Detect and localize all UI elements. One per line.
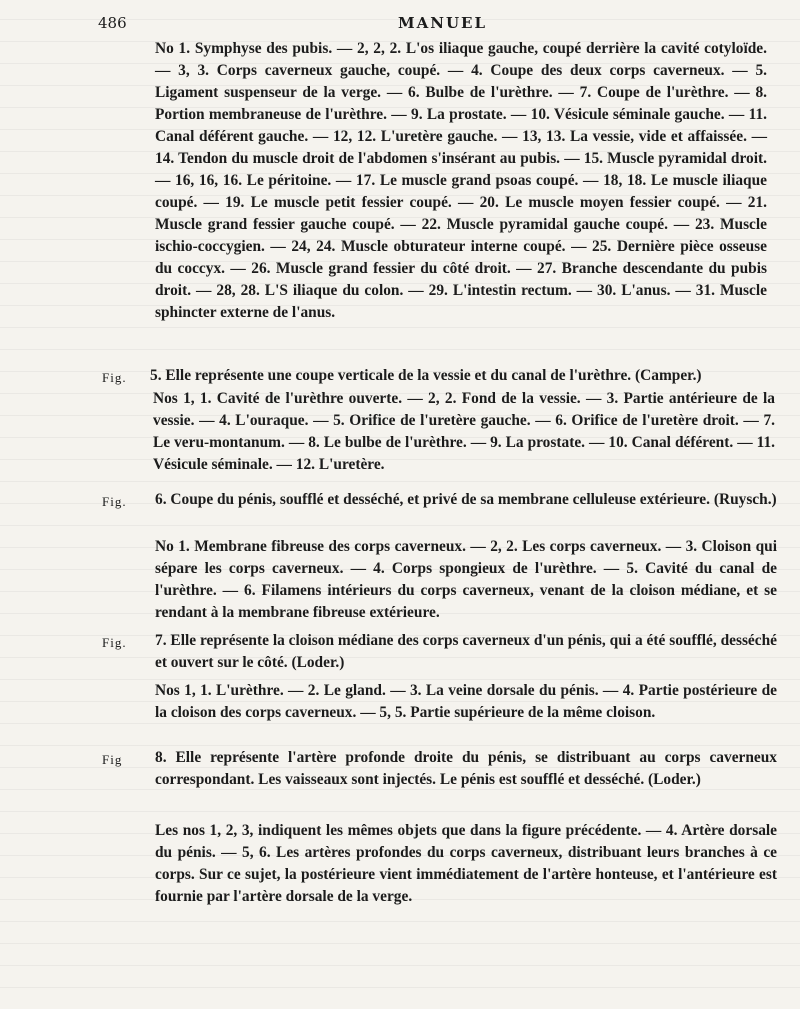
figure-5-caption: 5. Elle représente une coupe verticale de la vessie et du canal de l'urèthre. (Camper.) [150, 367, 702, 384]
figure-7-caption: 7. Elle représente la cloison médiane des corps caverneux d'un pénis, qui a été soufflé, desséché et ouvert sur le côté. (Loder.) [155, 632, 777, 671]
figure-label-8: Fig [102, 752, 123, 767]
page-number: 486 [98, 14, 127, 32]
figure-8-items: Les nos 1, 2, 3, indiquent les mêmes objets que dans la figure précédente. — 4. Artère dorsale du pénis. — 5, 6. Les artères profondes du corps caverneux, distribuant leurs branches à ce corps. Sur ce sujet, la postérieure vient immédiatement de l'artère honteuse, et l'antérieure est fournie par l'artère dorsale de la verge. [155, 822, 777, 905]
figure-5-items: Nos 1, 1. Cavité de l'urèthre ouverte. — 2, 2. Fond de la vessie. — 3. Partie antérieure de la vessie. — 4. L'ouraque. — 5. Orifice de l'uretère gauche. — 6. Orifice de l'uretère droit. — 7. Le veru-montanum. — 8. Le bulbe de l'urèthre. — 9. La prostate. — 10. Canal déférent. — 11. Vésicule séminale. — 12. L'uretère. [153, 390, 775, 473]
figure-label-5: Fig. [102, 370, 127, 385]
figure-label-7: Fig. [102, 635, 127, 650]
figure-7-items: Nos 1, 1. L'urèthre. — 2. Le gland. — 3. La veine dorsale du pénis. — 4. Partie postérieure de la cloison des corps caverneux. — 5, 5. Partie supérieure de la même cloison. [155, 682, 777, 721]
figure-6-items: No 1. Membrane fibreuse des corps caverneux. — 2, 2. Les corps caverneux. — 3. Cloison qui sépare les corps caverneux. — 4. Corps spongieux de l'urèthre. — 5. Cavité du canal de l'urèthre. — 6. Filamens intérieurs du corps caverneux, venant de la cloison médiane, et se rendant à la membrane fibreuse extérieure. [155, 538, 777, 621]
figure-label-6: Fig. [102, 494, 127, 509]
figure-6-caption: 6. Coupe du pénis, soufflé et desséché, et privé de sa membrane celluleuse extérieure. (Ruysch.) [155, 491, 777, 508]
legend-figure-4-items: No 1. Symphyse des pubis. — 2, 2, 2. L'os iliaque gauche, coupé derrière la cavité cotyloïde. — 3, 3. Corps caverneux gauche, coupé. — 4. Coupe des deux corps caverneux. — 5. Ligament suspenseur de la verge. — 6. Bulbe de l'urèthre. — 7. Coupe de l'urèthre. — 8. Portion membraneuse de l'urèthre. — 9. La prostate. — 10. Vésicule séminale gauche. — 11. Canal déférent gauche. — 12, 12. L'uretère gauche. — 13, 13. La vessie, vide et affaissée. — 14. Tendon du muscle droit de l'abdomen s'insérant au pubis. — 15. Muscle pyramidal droit. — 16, 16, 16. Le péritoine. — 17. Le muscle grand psoas coupé. — 18, 18. Le muscle iliaque coupé. — 19. Le muscle petit fessier coupé. — 20. Le muscle moyen fessier coupé. — 21. Muscle grand fessier gauche coupé. — 22. Muscle pyramidal gauche coupé. — 23. Muscle ischio-coccygien. — 24, 24. Muscle obturateur interne coupé. — 25. Dernière pièce osseuse du coccyx. — 26. Muscle grand fessier du côté droit. — 27. Branche descendante du pubis droit. — 28, 28. L'S iliaque du colon. — 29. L'intestin rectum. — 30. L'anus. — 31. Muscle sphincter externe de l'anus. [155, 40, 767, 321]
figure-8-caption: 8. Elle représente l'artère profonde droite du pénis, se distribuant au corps caverneux correspondant. Les vaisseaux sont injectés. Le pénis est soufflé et desséché. (Loder.) [155, 749, 777, 788]
running-title: MANUEL [398, 14, 488, 32]
